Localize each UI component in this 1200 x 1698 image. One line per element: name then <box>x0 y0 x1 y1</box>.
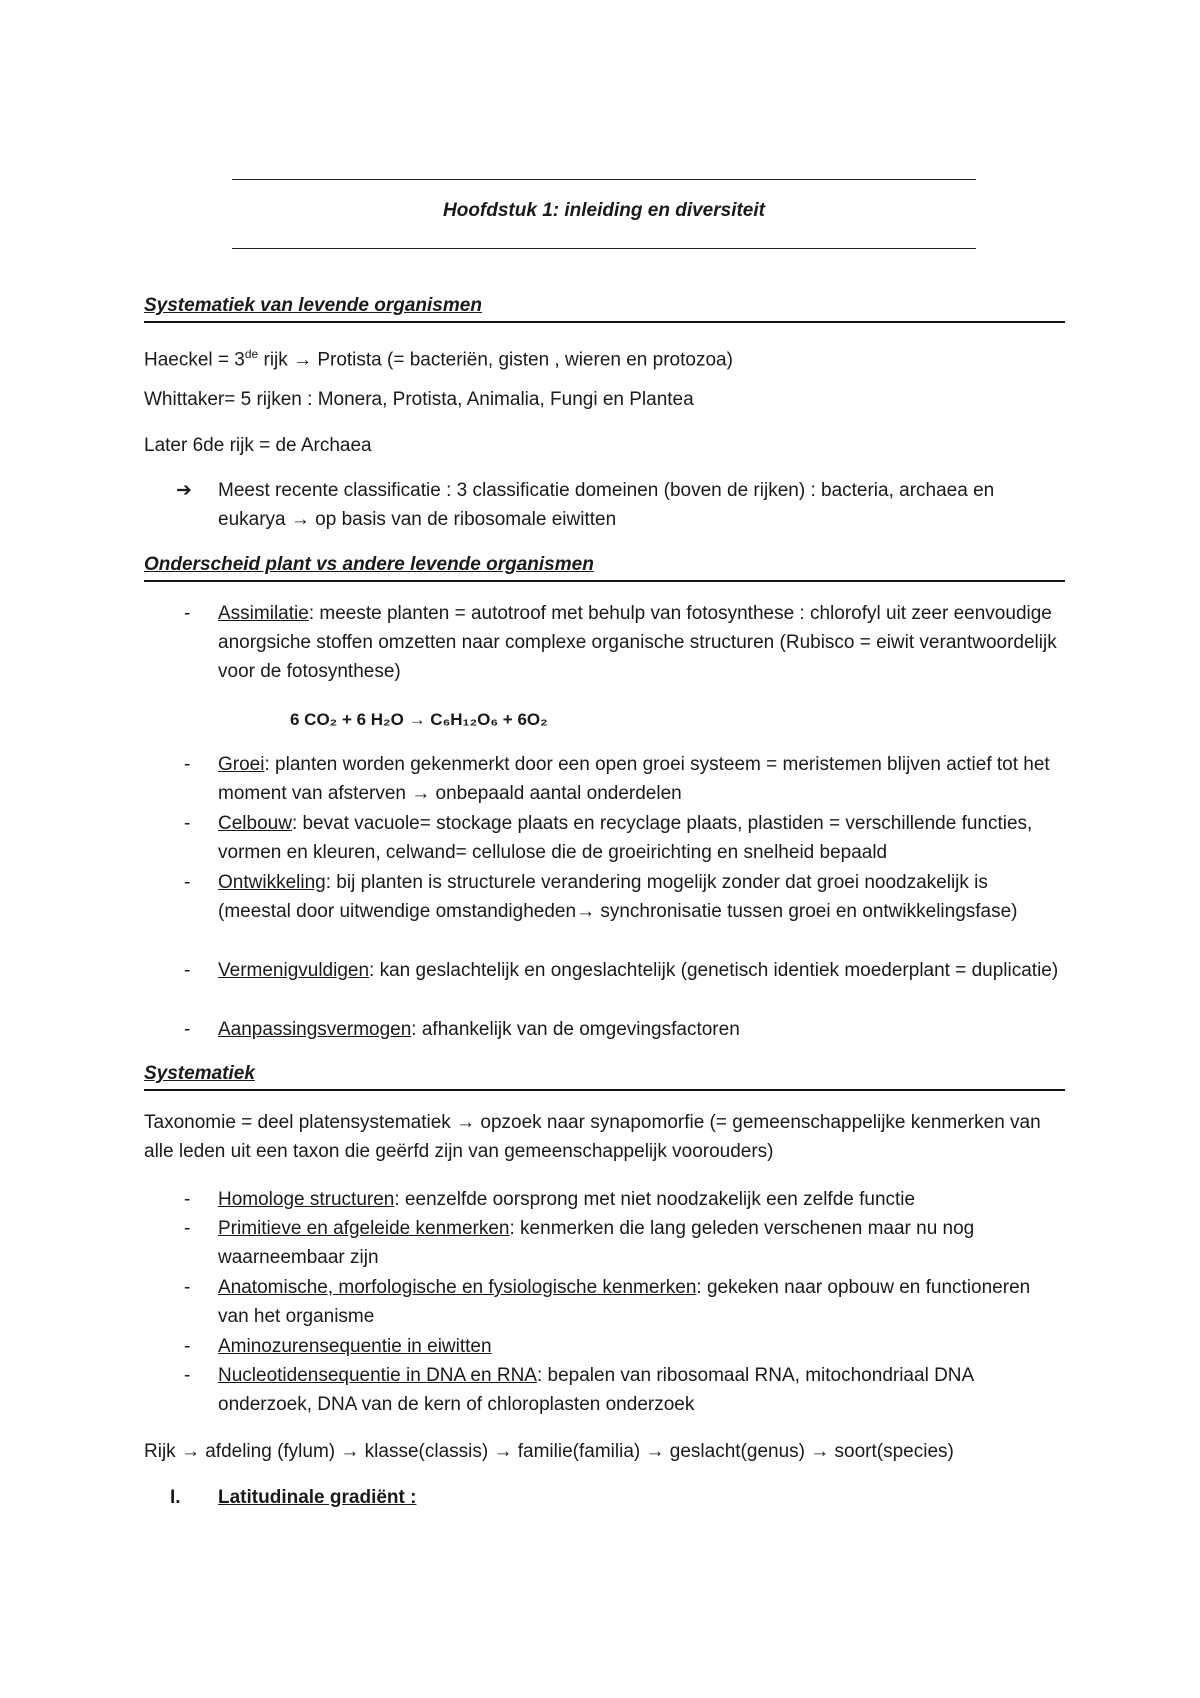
taxonomic-ranks-line: Rijk → afdeling (fylum) → klasse(classis) → familie(familia) → geslacht(genus) → soort(species) <box>144 1441 954 1462</box>
arrow-bullet-icon: ➔ <box>176 480 192 501</box>
haeckel-line: Haeckel = 3de rijk → Protista (= bacteriën, gisten , wieren en protozoa) <box>144 347 733 371</box>
whittaker-line: Whittaker= 5 rijken : Monera, Protista, Animalia, Fungi en Plantea <box>144 389 694 410</box>
taxonomie-paragraph: Taxonomie = deel platensystematiek → opzoek naar synapomorfie (= gemeenschappelijke kenmerken van alle leden uit een taxon die geërfd zijn van gemeenschappelijk voorouders) <box>144 1112 1041 1162</box>
arrow-icon: → <box>576 901 596 922</box>
arrow-icon: → <box>408 710 426 729</box>
arrow-icon: → <box>493 1441 513 1462</box>
arrow-icon: → <box>810 1441 830 1462</box>
photosynthesis-formula: 6 CO₂ + 6 H₂O → C₆H₁₂O₆ + 6O₂ <box>290 710 548 729</box>
arrow-icon: → <box>411 783 431 804</box>
page-title: Hoofdstuk 1: inleiding en diversiteit <box>443 200 765 221</box>
document-page: Hoofdstuk 1: inleiding en diversiteit Systematiek van levende organismen Haeckel = 3de rijk → Protista (= bacteriën, gisten , wieren en protozoa) Whittaker= 5 rijken : Monera, Protista, Animalia, Fungi en Plantea Later 6de rijk = de Archaea ➔ Meest recente classificatie : 3 classificatie domeinen (boven de rijken) : bacteria, archaea en eukarya → op basis van de ribosomale eiwitten Onderscheid plant vs andere levende organismen - Assimilatie: meeste planten = autotroof met behulp van fotosynthese : chlorofyl uit zeer eenvoudige anorgsiche stoffen omzetten naar complexe organische structuren (Rubisco = eiwit verantwoordelijk voor de fotosynthese) 6 CO₂ + 6 H₂O → C₆H₁₂O₆ + 6O₂ - Groei: planten worden gekenmerkt door een open groei systeem = meristemen blijven actief tot het moment van afsterven → onbepaald aantal onderdelen - Celbouw: bevat vacuole= stockage plaats en recyclage plaats, plastiden = verschillende functies, vormen en kleuren, celwand= cellulose die de groeirichting en snelheid bepaald - Ontwikkeling: bij planten is structurele verandering mogelijk zonder dat groei noodzakelijk is (meestal door uitwendige omstandigheden→ synchronisatie tussen groei en ontwikkelingsfase) - Vermenigvuldigen: kan geslachtelijk en ongeslachtelijk (genetisch identiek moederplant = duplicatie) - Aanpassingsvermogen: afhankelijk van de omgevingsfactoren Systematiek Taxonomie = deel platensystematiek → opzoek naar synapomorfie (= gemeenschappelijke kenmerken van alle leden uit een taxon die geërfd zijn van gemeenschappelijk voorouders) - Homologe structuren: eenzelfde oorsprong met niet noodzakelijk een zelfde functie - Primitieve en afgeleide kenmerken: kenmerken die lang geleden verschenen maar nu nog waarneembaar zijn - Anatomische, morfologische en fysiologische kenmerken: gekeken naar opbouw en functioneren van het organisme - Aminozurensequentie in eiwitten - Nucleotidensequentie in DNA en RNA: bepalen van ribosomaal RNA, mitochondriaal DNA onderzoek, DNA van de kern of chloroplasten onderzoek Rijk → afdeling (fylum) → klasse(classis) → familie(familia) → geslacht(genus) → soort(species) I. Latitudinale gradiënt : <box>0 0 1200 1698</box>
title-rule-top <box>232 179 976 180</box>
section-heading-systematiek-levende: Systematiek van levende organismen <box>144 294 1065 323</box>
later-line: Later 6de rijk = de Archaea <box>144 435 372 456</box>
arrow-icon: → <box>180 1441 200 1462</box>
arrow-icon: → <box>340 1441 360 1462</box>
arrow-icon: → <box>645 1441 665 1462</box>
title-rule-bottom <box>232 248 976 249</box>
arrow-icon: → <box>293 349 313 371</box>
section-heading-onderscheid: Onderscheid plant vs andere levende organismen <box>144 553 1065 582</box>
arrow-icon: → <box>290 509 310 530</box>
section-heading-systematiek: Systematiek <box>144 1062 1065 1091</box>
arrow-icon: → <box>456 1112 476 1133</box>
